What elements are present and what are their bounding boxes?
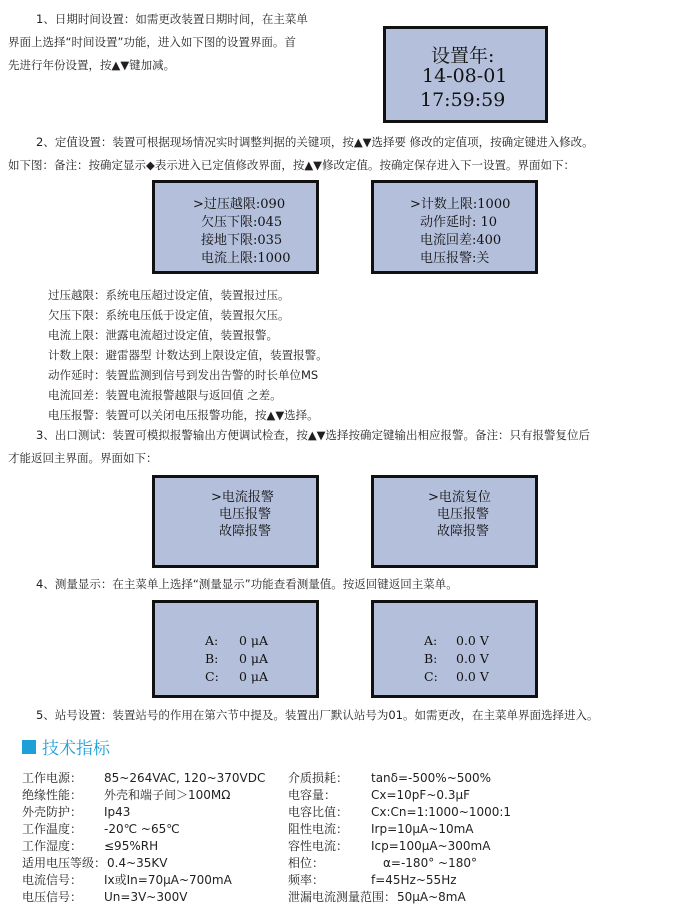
spec-key: 频率： (288, 873, 325, 887)
lcd-label: A: (205, 633, 219, 648)
spec-value: ≤95%RH (104, 839, 159, 853)
sec2-line1: 2、定值设置：装置可根据现场情况实时调整判据的关键项，按▲▼选择要 修改的定值项，按确定键进入修改。 (36, 135, 594, 149)
lcd-line: 故障报警 (437, 524, 490, 539)
lcd-output-right (371, 475, 538, 568)
section-marker-icon (22, 740, 36, 754)
lcd-value: 0 μA (239, 669, 269, 684)
lcd-line: 电压报警:关 (420, 251, 490, 266)
spec-key: 泄漏电流测量范围： (288, 890, 397, 904)
lcd-line: 电压报警 (437, 507, 490, 522)
spec-key: 介质损耗： (288, 771, 349, 785)
lcd-value: 0.0 V (456, 633, 489, 648)
spec-key: 工作温度： (22, 822, 83, 836)
spec-value: 外壳和端子间＞100MΩ (104, 788, 231, 802)
lcd-value: 0 μA (239, 633, 269, 648)
lcd-line: 电压报警 (219, 507, 272, 522)
lcd-value: 0 μA (239, 651, 269, 666)
sec1-line3: 先进行年份设置，按▲▼键加减。 (8, 58, 176, 72)
lcd-label: C: (424, 669, 438, 684)
desc-item: 计数上限：避雷器型 计数达到上限设定值，装置报警。 (48, 348, 328, 362)
lcd-line: >电流报警 (211, 490, 274, 505)
lcd-label: B: (205, 651, 219, 666)
spec-key: 工作湿度： (22, 839, 83, 853)
spec-value: tanδ=-500%~500% (371, 771, 492, 785)
sec1-line1: 1、日期时间设置：如需更改装置日期时间，在主菜单 (36, 12, 308, 26)
spec-value: Ix或In=70μA~700mA (104, 873, 232, 887)
sec3-line2: 才能返回主界面。界面如下： (8, 451, 158, 465)
lcd-line: >电流复位 (428, 490, 491, 505)
lcd-measure-current (152, 600, 319, 698)
lcd-label: A: (424, 633, 438, 648)
lcd-line: 动作延时: 10 (420, 215, 498, 230)
spec-value: 50μA~8mA (397, 890, 466, 904)
spec-value: Icp=100μA~300mA (371, 839, 491, 853)
lcd-line: >过压越限:090 (193, 197, 286, 212)
sec1-line2: 界面上选择“时间设置”功能，进入如下图的设置界面。首 (8, 35, 296, 49)
spec-value: Un=3V~300V (104, 890, 188, 904)
spec-key: 外壳防护： (22, 805, 83, 819)
lcd-line: 电流回差:400 (420, 233, 502, 248)
lcd-line: 14-08-01 (422, 65, 508, 87)
spec-value: -20℃ ~65℃ (104, 822, 180, 836)
spec-key: 适用电压等级： (22, 856, 107, 870)
lcd-output-left (152, 475, 319, 568)
lcd-date-time (383, 26, 548, 123)
lcd-line: 故障报警 (219, 524, 272, 539)
spec-value: Cx=10pF~0.3μF (371, 788, 470, 802)
sec3-line1: 3、出口测试：装置可模拟报警输出方便调试检查，按▲▼选择按确定键输出相应报警。备注：只有报警复位后 (36, 428, 590, 442)
lcd-label: C: (205, 669, 219, 684)
lcd-setting-left (152, 180, 319, 274)
desc-item: 电流回差：装置电流报警越限与返回值 之差。 (48, 388, 282, 402)
desc-item: 电压报警：装置可以关闭电压报警功能，按▲▼选择。 (48, 408, 319, 422)
spec-key: 电容量： (288, 788, 337, 802)
spec-value: Irp=10μA~10mA (371, 822, 474, 836)
lcd-value: 0.0 V (456, 651, 489, 666)
spec-key: 电压信号： (22, 890, 83, 904)
lcd-line: 接地下限:035 (201, 233, 283, 248)
spec-value: 0.4~35KV (107, 856, 168, 870)
lcd-line: 欠压下限:045 (201, 215, 283, 230)
spec-value: f=45Hz~55Hz (371, 873, 457, 887)
spec-key: 容性电流： (288, 839, 349, 853)
desc-item: 动作延时：装置监测到信号到发出告警的时长单位MS (48, 368, 319, 382)
desc-item: 欠压下限：系统电压低于设定值，装置报欠压。 (48, 308, 290, 322)
lcd-line: >计数上限:1000 (410, 197, 511, 212)
spec-key: 相位： (288, 856, 325, 870)
lcd-setting-right (371, 180, 538, 274)
lcd-line: 设置年: (431, 45, 495, 67)
spec-value: 85~264VAC, 120~370VDC (104, 771, 266, 785)
spec-value: α=-180° ~180° (383, 856, 477, 870)
sec5-line1: 5、站号设置：装置站号的作用在第六节中提及。装置出厂默认站号为01。如需更改，在主菜单界面选择进入。 (36, 708, 599, 722)
spec-key: 电流信号： (22, 873, 83, 887)
sec2-line2: 如下图：备注：按确定显示◆表示进入已定值修改界面，按▲▼修改定值。按确定保存进入下一设置。界面如下： (8, 158, 576, 172)
spec-key: 绝缘性能： (22, 788, 83, 802)
lcd-measure-voltage (371, 600, 538, 698)
lcd-line: 电流上限:1000 (201, 251, 291, 266)
spec-key: 工作电源： (22, 771, 83, 785)
tech-title: 技术指标 (42, 739, 110, 759)
desc-item: 过压越限：系统电压超过设定值，装置报过压。 (48, 288, 290, 302)
spec-key: 阻性电流： (288, 822, 349, 836)
spec-value: Ip43 (104, 805, 131, 819)
lcd-line: 17:59:59 (420, 89, 506, 111)
spec-value: Cx:Cn=1:1000~1000:1 (371, 805, 512, 819)
lcd-value: 0.0 V (456, 669, 489, 684)
lcd-label: B: (424, 651, 438, 666)
desc-item: 电流上限：泄露电流超过设定值，装置报警。 (48, 328, 278, 342)
spec-key: 电容比值： (288, 805, 349, 819)
sec4-line1: 4、测量显示：在主菜单上选择“测量显示”功能查看测量值。按返回键返回主菜单。 (36, 577, 458, 591)
